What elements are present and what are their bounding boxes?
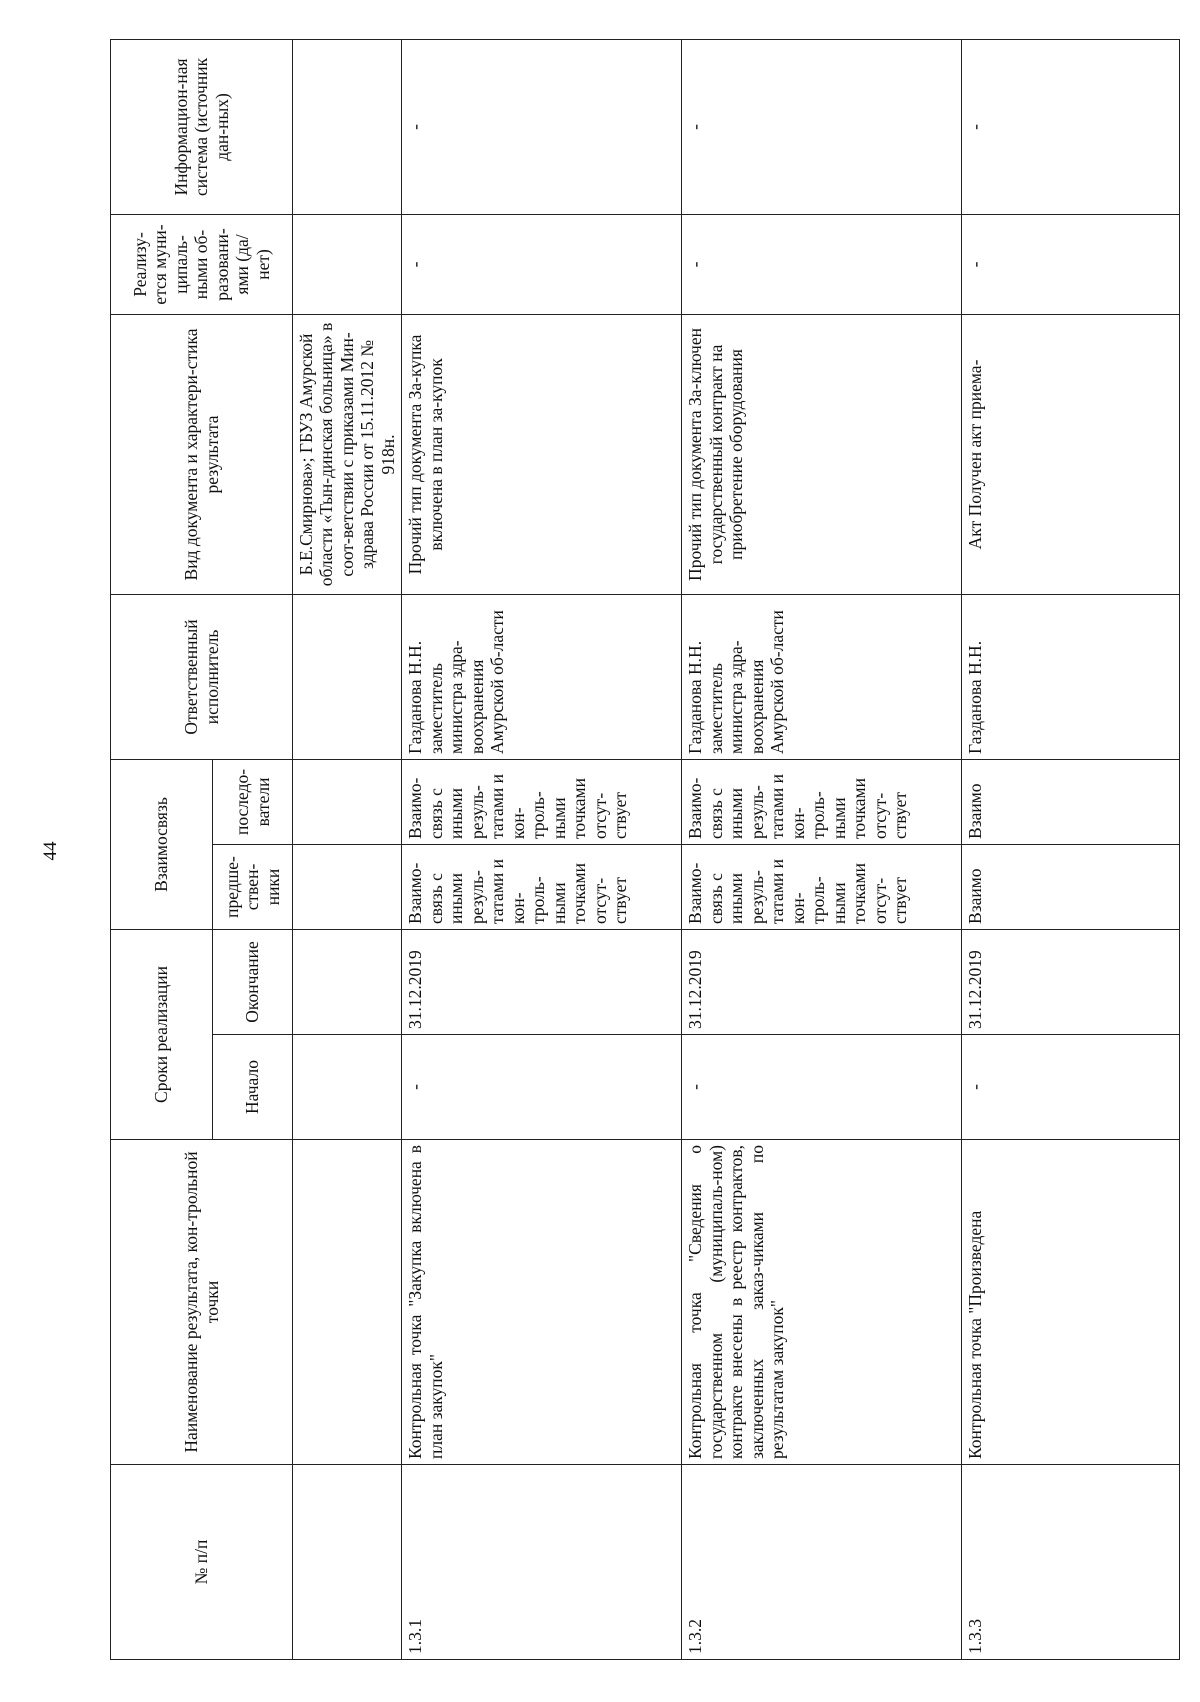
- header-row-1: [111, 39, 213, 1659]
- cell-predecessors: [293, 844, 402, 929]
- cell-start: -: [962, 1035, 1180, 1140]
- cell-num: [293, 1465, 402, 1660]
- cell-document: Прочий тип документа За-ключен государственный контракт на приобретение оборудования: [682, 314, 962, 594]
- cell-predecessors: Взаимо-связь с иными резуль-татами и кон-троль-ными точками отсут-ствует: [402, 844, 682, 929]
- cell-successors: Взаимо-связь с иными резуль-татами и кон-троль-ными точками отсут-ствует: [682, 759, 962, 844]
- cell-predecessors: Взаимо-связь с иными резуль-татами и кон-троль-ными точками отсут-ствует: [682, 844, 962, 929]
- cell-end: [293, 929, 402, 1034]
- cell-successors: Взаимо-связь с иными резуль-татами и кон-троль-ными точками отсут-ствует: [402, 759, 682, 844]
- header-info-system: Информацион-ная система (источник дан-ных): [111, 39, 293, 214]
- header-document: Вид документа и характери-стика результата: [111, 314, 293, 594]
- cell-municipal: -: [402, 214, 682, 314]
- cell-municipal: [293, 214, 402, 314]
- cell-num: 1.3.2: [682, 1465, 962, 1660]
- header-predecessors: предше-ствен-ники: [213, 844, 293, 929]
- cell-responsible: [293, 594, 402, 759]
- cell-num: 1.3.3: [962, 1465, 1180, 1660]
- header-num: № п/п: [111, 1465, 293, 1660]
- cell-document: Б.Е.Смирнова»; ГБУЗ Амурской области «Тын-динская больница» в соот-ветствии с приказами Мин-здрава России от 15.11.2012 № 918н.: [293, 314, 402, 594]
- cell-responsible: Газданова Н.Н.: [962, 594, 1180, 759]
- cell-info-system: -: [962, 39, 1180, 214]
- cell-end: 31.12.2019: [682, 929, 962, 1034]
- cell-municipal: -: [962, 214, 1180, 314]
- table-row: [293, 39, 402, 1659]
- cell-start: -: [682, 1035, 962, 1140]
- table-row: [402, 39, 682, 1659]
- plan-table: [110, 39, 1180, 1660]
- table-row: [962, 39, 1180, 1659]
- cell-responsible: Газданова Н.Н. заместитель министра здра-воохранения Амурской об-ласти: [402, 594, 682, 759]
- cell-responsible: Газданова Н.Н. заместитель министра здра-воохранения Амурской об-ласти: [682, 594, 962, 759]
- cell-info-system: [293, 39, 402, 214]
- document-sheet: [110, 40, 1155, 1660]
- cell-start: -: [402, 1035, 682, 1140]
- cell-name: Контрольная точка "Произведена: [962, 1140, 1180, 1465]
- cell-name: Контрольная точка "Закупка включена в план закупок": [402, 1140, 682, 1465]
- cell-successors: [293, 759, 402, 844]
- cell-document: Прочий тип документа За-купка включена в план за-купок: [402, 314, 682, 594]
- header-start: Начало: [213, 1035, 293, 1140]
- cell-end: 31.12.2019: [962, 929, 1180, 1034]
- cell-document: Акт Получен акт приема-: [962, 314, 1180, 594]
- cell-name: [293, 1140, 402, 1465]
- header-dates: Сроки реализации: [111, 929, 213, 1139]
- cell-info-system: -: [402, 39, 682, 214]
- cell-name: Контрольная точка "Сведения о государственном (муниципаль-ном) контракте внесены в реестр контрактов, заключенных заказ-чиками по результатам закупок": [682, 1140, 962, 1465]
- cell-end: 31.12.2019: [402, 929, 682, 1034]
- cell-predecessors: Взаимо: [962, 844, 1180, 929]
- cell-start: [293, 1035, 402, 1140]
- header-successors: последо-ватели: [213, 759, 293, 844]
- table-row: [682, 39, 962, 1659]
- header-name: Наименование результата, кон-трольной точки: [111, 1140, 293, 1465]
- header-relation: Взаимосвязь: [111, 759, 213, 929]
- cell-num: 1.3.1: [402, 1465, 682, 1660]
- cell-successors: Взаимо: [962, 759, 1180, 844]
- page-number: 44: [40, 841, 61, 861]
- cell-info-system: -: [682, 39, 962, 214]
- header-municipal: Реализу-ется муни-ципаль-ными об-разовани-ями (да/нет): [111, 214, 293, 314]
- header-end: Окончание: [213, 929, 293, 1034]
- header-responsible: Ответственный исполнитель: [111, 594, 293, 759]
- cell-municipal: -: [682, 214, 962, 314]
